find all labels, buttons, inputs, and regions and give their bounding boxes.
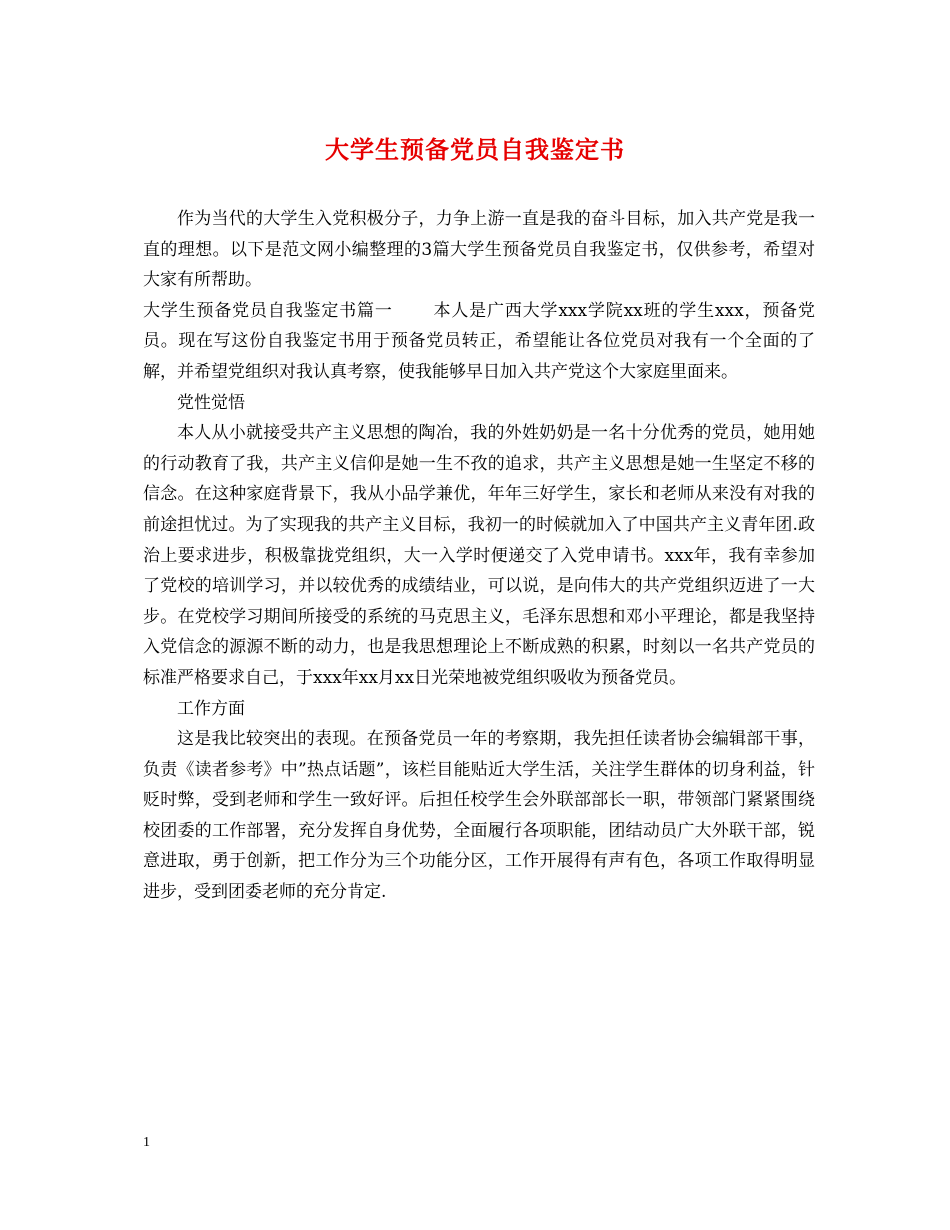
paragraph-party-awareness: 本人从小就接受共产主义思想的陶冶，我的外姓奶奶是一名十分优秀的党员，她用她的行动教育了我，共产主义信仰是她一生不孜的追求，共产主义思想是她一生坚定不移的信念。在这种家庭背景下，我从小品学兼优，年年三好学生，家长和老师从来没有对我的前途担忧过。为了实现我的共产主义目标，我初一的时候就加入了中国共产主义青年团.政治上要求进步，积极靠拢党组织，大一入学时便递交了入党申请书。xxx年，我有幸参加了党校的培训学习，并以较优秀的成绩结业，可以说，是向伟大的共产党组织迈进了一大步。在党校学习期间所接受的系统的马克思主义，毛泽东思想和邓小平理论，都是我坚持入党信念的源源不断的动力，也是我思想理论上不断成熟的积累，时刻以一名共产党员的标准严格要求自己，于xxx年xx月xx日光荣地被党组织吸收为预备党员。 — [143, 423, 815, 688]
subheading-party-awareness: 党性觉悟 — [177, 392, 245, 413]
section-heading: 大学生预备党员自我鉴定书篇一 — [143, 300, 393, 321]
subheading-work: 工作方面 — [177, 698, 245, 719]
document-title: 大学生预备党员自我鉴定书 — [325, 135, 625, 164]
section-first — [143, 296, 815, 388]
document-body — [143, 204, 815, 908]
page-number: 1 — [143, 1135, 150, 1150]
intro-paragraph: 作为当代的大学生入党积极分子，力争上游一直是我的奋斗目标，加入共产党是我一直的理想。以下是范文网小编整理的3篇大学生预备党员自我鉴定书，仅供参考，希望对大家有所帮助。 — [143, 209, 815, 291]
paragraph-work: 这是我比较突出的表现。在预备党员一年的考察期，我先担任读者协会编辑部干事，负责《读者参考》中”热点话题”，该栏目能贴近大学生活，关注学生群体的切身利益，针贬时弊，受到老师和学生一致好评。后担任校学生会外联部部长一职，带领部门紧紧围绕校团委的工作部署，充分发挥自身优势，全面履行各项职能，团结动员广大外联干部，锐意进取，勇于创新，把工作分为三个功能分区，工作开展得有声有色，各项工作取得明显进步，受到团委老师的充分肯定. — [143, 729, 815, 903]
section-intro: 本人是广西大学xxx学院xx班的学生xxx，预备党员。现在写这份自我鉴定书用于预备党员转正，希望能让各位党员对我有一个全面的了解，并希望党组织对我认真考察，使我能够早日加入共产党这个大家庭里面来。 — [143, 300, 815, 382]
